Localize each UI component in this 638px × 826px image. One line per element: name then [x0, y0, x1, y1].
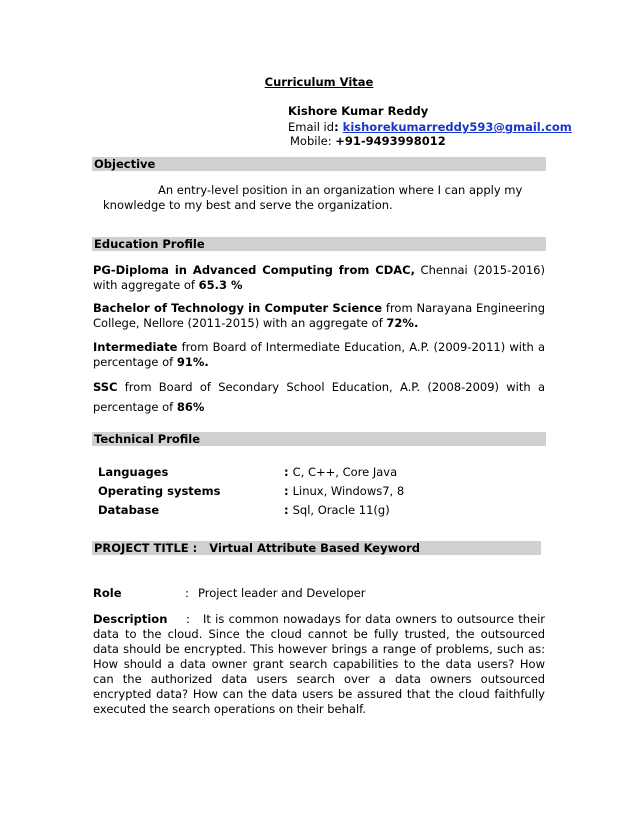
education-score: 72%. [386, 316, 419, 330]
email-separator: : [334, 120, 343, 134]
education-score: 91%. [176, 355, 209, 369]
mobile-label: Mobile: [290, 134, 336, 148]
education-heading: Education Profile [92, 237, 546, 251]
tech-value-text: Linux, Windows7, 8 [292, 484, 405, 498]
mobile-number: +91-9493998012 [335, 134, 446, 148]
tech-label-os: Operating systems [98, 484, 221, 498]
email-link[interactable]: kishorekumarreddy593@gmail.com [342, 120, 572, 134]
tech-value-database [284, 503, 390, 517]
tech-value-text: C, C++, Core Java [292, 465, 398, 479]
education-degree: Intermediate [93, 340, 178, 354]
email-label: Email id [288, 120, 335, 134]
technical-heading: Technical Profile [92, 432, 546, 446]
education-detail: from Board of Secondary School Education, A.P. (2008-2009) with a percentage of [93, 380, 545, 414]
objective-text: An entry-level position in an organization where I can apply my knowledge to my best and serve the organization. [103, 183, 523, 212]
candidate-name: Kishore Kumar Reddy [288, 104, 429, 118]
email-line [288, 120, 572, 134]
tech-value-text: Sql, Oracle 11(g) [292, 503, 390, 517]
mobile-line [290, 134, 446, 148]
role-value: Project leader and Developer [198, 586, 366, 600]
description-separator: : [186, 612, 190, 626]
tech-separator: : [284, 484, 293, 498]
tech-separator: : [284, 503, 293, 517]
education-item-pg-diploma [93, 263, 545, 293]
objective-heading: Objective [92, 157, 546, 171]
role-separator: : [185, 586, 189, 600]
tech-separator: : [284, 465, 293, 479]
education-degree: PG-Diploma in Advanced Computing from CDAC, [93, 263, 415, 277]
cv-title: Curriculum Vitae [264, 75, 374, 89]
tech-value-os [284, 484, 404, 498]
education-detail: Chennai (2015-2016) with aggregate of [93, 263, 545, 292]
education-detail: from Board of Intermediate Education, A.P. (2009-2011) with a percentage of [93, 340, 545, 369]
role-label: Role [93, 586, 122, 600]
education-degree: SSC [93, 380, 118, 394]
tech-label-database: Database [98, 503, 160, 517]
education-score: 86% [176, 400, 205, 414]
education-detail: from Narayana Engineering College, Nellore (2011-2015) with an aggregate of [93, 301, 545, 330]
education-score: 65.3 % [198, 278, 243, 292]
tech-label-languages: Languages [98, 465, 169, 479]
education-item-btech [93, 301, 545, 331]
description-label: Description [93, 612, 168, 626]
education-item-intermediate [93, 340, 545, 370]
education-item-ssc [93, 377, 545, 417]
education-degree: Bachelor of Technology in Computer Science [93, 301, 383, 315]
project-title-heading: PROJECT TITLE : Virtual Attribute Based Keyword [92, 541, 541, 555]
description-text: It is common nowadays for data owners to outsource their data to the cloud. Since the cloud cannot be fully trusted, the outsourced data should be encrypted. This however brings a range of problems, such as: How should a data owner grant search capabilities to the data users? How can the authorized data users search over a data owners outsourced encrypted data? How can the data users be assured that the cloud faithfully executed the search operations on their behalf. [93, 612, 545, 716]
tech-value-languages [284, 465, 397, 479]
